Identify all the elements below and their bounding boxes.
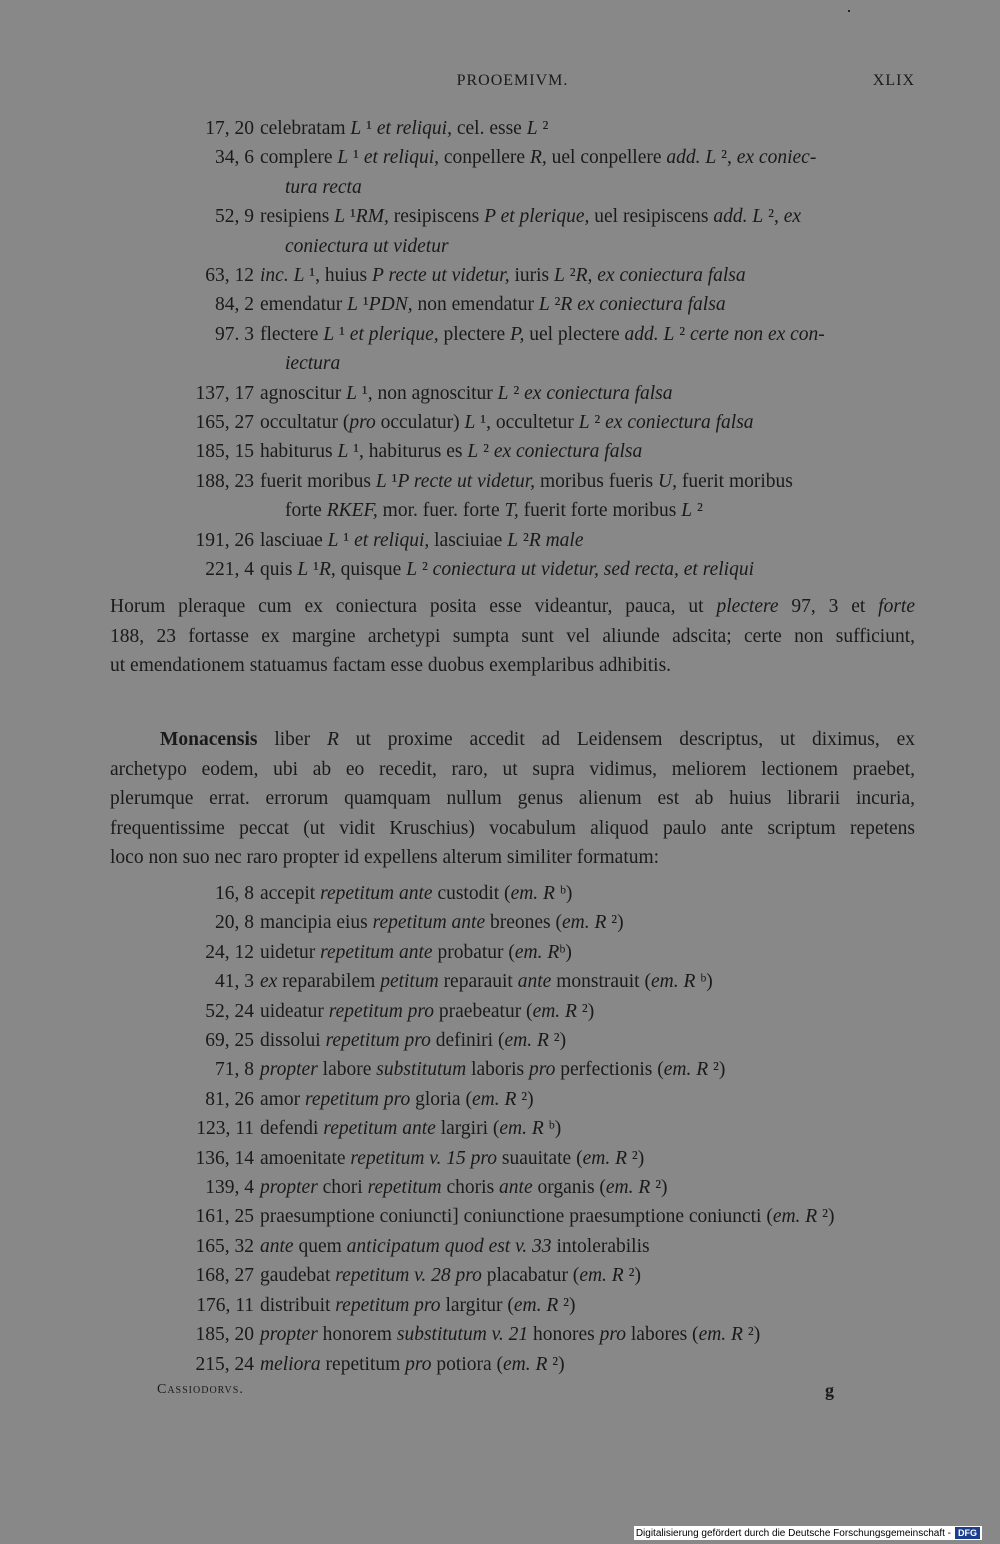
paragraph-horum (110, 592, 915, 681)
line-reference: 81, 26 (205, 1088, 254, 1110)
line-reference: 136, 14 (195, 1147, 254, 1169)
list-item (110, 1232, 915, 1261)
line-reference: 161, 25 (195, 1206, 254, 1228)
entry-text: mancipia eius repetitum ante breones (em. R ²) (260, 912, 624, 934)
list-item (110, 1114, 915, 1143)
text-line: Monacensis liber R ut proxime accedit ad Leidensem descriptus, ut diximus, ex (160, 729, 916, 750)
list-item (110, 408, 915, 437)
text-line: Horum pleraque cum ex coniectura posita esse videantur, pauca, ut plectere 97, 3 et forte (110, 596, 915, 617)
entry-text: dissolui repetitum pro definiri (em. R ²) (260, 1030, 567, 1052)
list-item (110, 1173, 915, 1202)
entry-text: propter chori repetitum choris ante organis (em. R ²) (260, 1177, 668, 1199)
list-item (110, 997, 915, 1026)
entry-text: propter honorem substitutum v. 21 honores pro labores (em. R ²) (260, 1324, 761, 1346)
line-reference: 168, 27 (195, 1265, 254, 1287)
list-item (110, 908, 915, 937)
line-reference: 34, 6 (215, 147, 254, 169)
line-reference: 165, 27 (195, 412, 254, 434)
page-header (110, 72, 915, 96)
list-item (110, 938, 915, 967)
entry-continuation: iectura (285, 353, 341, 375)
entry-continuation: forte RKEF, mor. fuer. forte T, fuerit forte moribus L ² (285, 500, 703, 522)
list-item (110, 290, 915, 319)
line-reference: 191, 26 (195, 529, 254, 551)
line-reference: 188, 23 (195, 470, 254, 492)
line-reference: 221, 4 (205, 559, 254, 581)
variant-list-2 (110, 879, 915, 1379)
entry-text: ante quem anticipatum quod est v. 33 intolerabilis (260, 1235, 650, 1257)
entry-text: fuerit moribus L ¹P recte ut videtur, moribus fueris U, fuerit moribus (260, 470, 793, 492)
line-reference: 24, 12 (205, 941, 254, 963)
line-reference: 176, 11 (196, 1294, 254, 1316)
paragraph-monacensis (110, 725, 915, 873)
list-item (110, 1261, 915, 1290)
line-reference: 185, 15 (195, 441, 254, 463)
entry-text: propter labore substitutum laboris pro perfectionis (em. R ²) (260, 1059, 726, 1081)
entry-continuation: coniectura ut videtur (285, 235, 449, 257)
entry-text: quis L ¹R, quisque L ² coniectura ut videtur, sed recta, et reliqui (260, 559, 754, 581)
dfg-credit-text: Digitalisierung gefördert durch die Deutsche Forschungsgemeinschaft - (635, 1527, 951, 1539)
text-line: loco non suo nec raro propter id expellens alterum similiter formatum: (110, 847, 660, 868)
list-item (110, 1291, 915, 1320)
line-reference: 123, 11 (196, 1118, 254, 1140)
entry-text: complere L ¹ et reliqui, conpellere R, uel conpellere add. L ², ex coniec- (260, 147, 817, 169)
entry-text: amor repetitum pro gloria (em. R ²) (260, 1088, 534, 1110)
entry-text: amoenitate repetitum v. 15 pro suauitate (em. R ²) (260, 1147, 645, 1169)
text-line: ut emendationem statuamus factam esse duobus exemplaribus adhibitis. (110, 655, 672, 676)
line-reference: 41, 3 (215, 971, 254, 993)
text-line: 188, 23 fortasse ex margine archetypi sumpta sunt vel aliunde adscita; certe non sufficiunt, (110, 625, 915, 647)
line-reference: 137, 17 (195, 382, 254, 404)
dfg-logo: DFG (955, 1527, 980, 1539)
entry-text: uidetur repetitum ante probatur (em. Rᵇ) (260, 941, 572, 963)
list-item (110, 143, 915, 172)
list-item (110, 1085, 915, 1114)
text-line: plerumque errat. errorum quamquam nullum genus alienum est ab huius librarii incuria, (110, 788, 915, 809)
list-item (110, 261, 915, 290)
list-item (110, 1026, 915, 1055)
list-item (110, 467, 915, 496)
entry-text: occultatur (pro occulatur) L ¹, occultetur L ² ex coniectura falsa (260, 412, 754, 434)
entry-text: habiturus L ¹, habiturus es L ² ex coniectura falsa (260, 441, 643, 463)
entry-text: agnoscitur L ¹, non agnoscitur L ² ex coniectura falsa (260, 382, 673, 404)
entry-text: inc. L ¹, huius P recte ut videtur, iuris L ²R, ex coniectura falsa (260, 265, 746, 287)
line-reference: 215, 24 (195, 1353, 254, 1375)
list-item (110, 379, 915, 408)
list-item (110, 555, 915, 584)
entry-text: lasciuae L ¹ et reliqui, lasciuiae L ²R male (260, 529, 584, 551)
line-reference: 97. 3 (215, 323, 254, 345)
line-reference: 16, 8 (215, 883, 254, 904)
entry-text: emendatur L ¹PDN, non emendatur L ²R ex coniectura falsa (260, 294, 726, 316)
line-reference: 52, 24 (205, 1000, 254, 1022)
list-item (110, 202, 915, 231)
entry-text: accepit repetitum ante custodit (em. R ᵇ) (260, 883, 573, 904)
signature-mark-right: g (825, 1380, 834, 1400)
entry-text: resipiens L ¹RM, resipiscens P et plerique, uel resipiscens add. L ², ex (260, 206, 802, 228)
list-item (110, 320, 915, 349)
line-reference: 165, 32 (195, 1235, 254, 1257)
signature-mark-left: Cassiodorvs. (157, 1382, 244, 1397)
entry-text: celebratam L ¹ et reliqui, cel. esse L ² (260, 118, 549, 139)
speck (848, 10, 850, 12)
list-item (110, 1144, 915, 1173)
text-line: archetypo eodem, ubi ab eo recedit, raro, ut supra vidimus, meliorem lectionem praebet, (110, 758, 915, 780)
list-item (110, 967, 915, 996)
line-reference: 63, 12 (205, 265, 254, 287)
line-reference: 69, 25 (205, 1030, 254, 1052)
entry-continuation: tura recta (285, 176, 362, 198)
entry-text: defendi repetitum ante largiri (em. R ᵇ) (260, 1118, 562, 1140)
list-item (110, 1350, 915, 1379)
dfg-credit-bar (634, 1526, 982, 1540)
entry-text: distribuit repetitum pro largitur (em. R ²) (260, 1294, 576, 1316)
line-reference: 185, 20 (195, 1324, 254, 1346)
list-item (110, 879, 915, 908)
list-item (110, 1320, 915, 1349)
entry-text: meliora repetitum pro potiora (em. R ²) (260, 1353, 565, 1375)
entry-text: gaudebat repetitum v. 28 pro placabatur (em. R ²) (260, 1265, 641, 1287)
line-reference: 71, 8 (215, 1059, 254, 1081)
running-title: PROOEMIVM. (456, 72, 569, 89)
entry-text: praesumptione coniuncti] coniunctione praesumptione coniuncti (em. R ²) (260, 1206, 835, 1228)
entry-text: uideatur repetitum pro praebeatur (em. R ²) (260, 1000, 595, 1022)
line-reference: 20, 8 (215, 912, 254, 934)
list-item (110, 437, 915, 466)
list-item (110, 1202, 915, 1231)
text-line: frequentissime peccat (ut vidit Kruschius) vocabulum aliquod paulo ante scriptum repetens (110, 817, 915, 839)
variant-list-1 (110, 114, 915, 585)
page-number: XLIX (872, 72, 915, 89)
entry-text: flectere L ¹ et plerique, plectere P, uel plectere add. L ² certe non ex con- (260, 323, 825, 345)
line-reference: 84, 2 (215, 294, 254, 316)
line-reference: 17, 20 (205, 118, 254, 139)
line-reference: 52, 9 (215, 206, 254, 228)
list-item (110, 114, 915, 143)
list-item (110, 526, 915, 555)
list-item (110, 1055, 915, 1084)
entry-text: ex reparabilem petitum reparauit ante monstrauit (em. R ᵇ) (260, 971, 713, 993)
line-reference: 139, 4 (205, 1177, 254, 1199)
